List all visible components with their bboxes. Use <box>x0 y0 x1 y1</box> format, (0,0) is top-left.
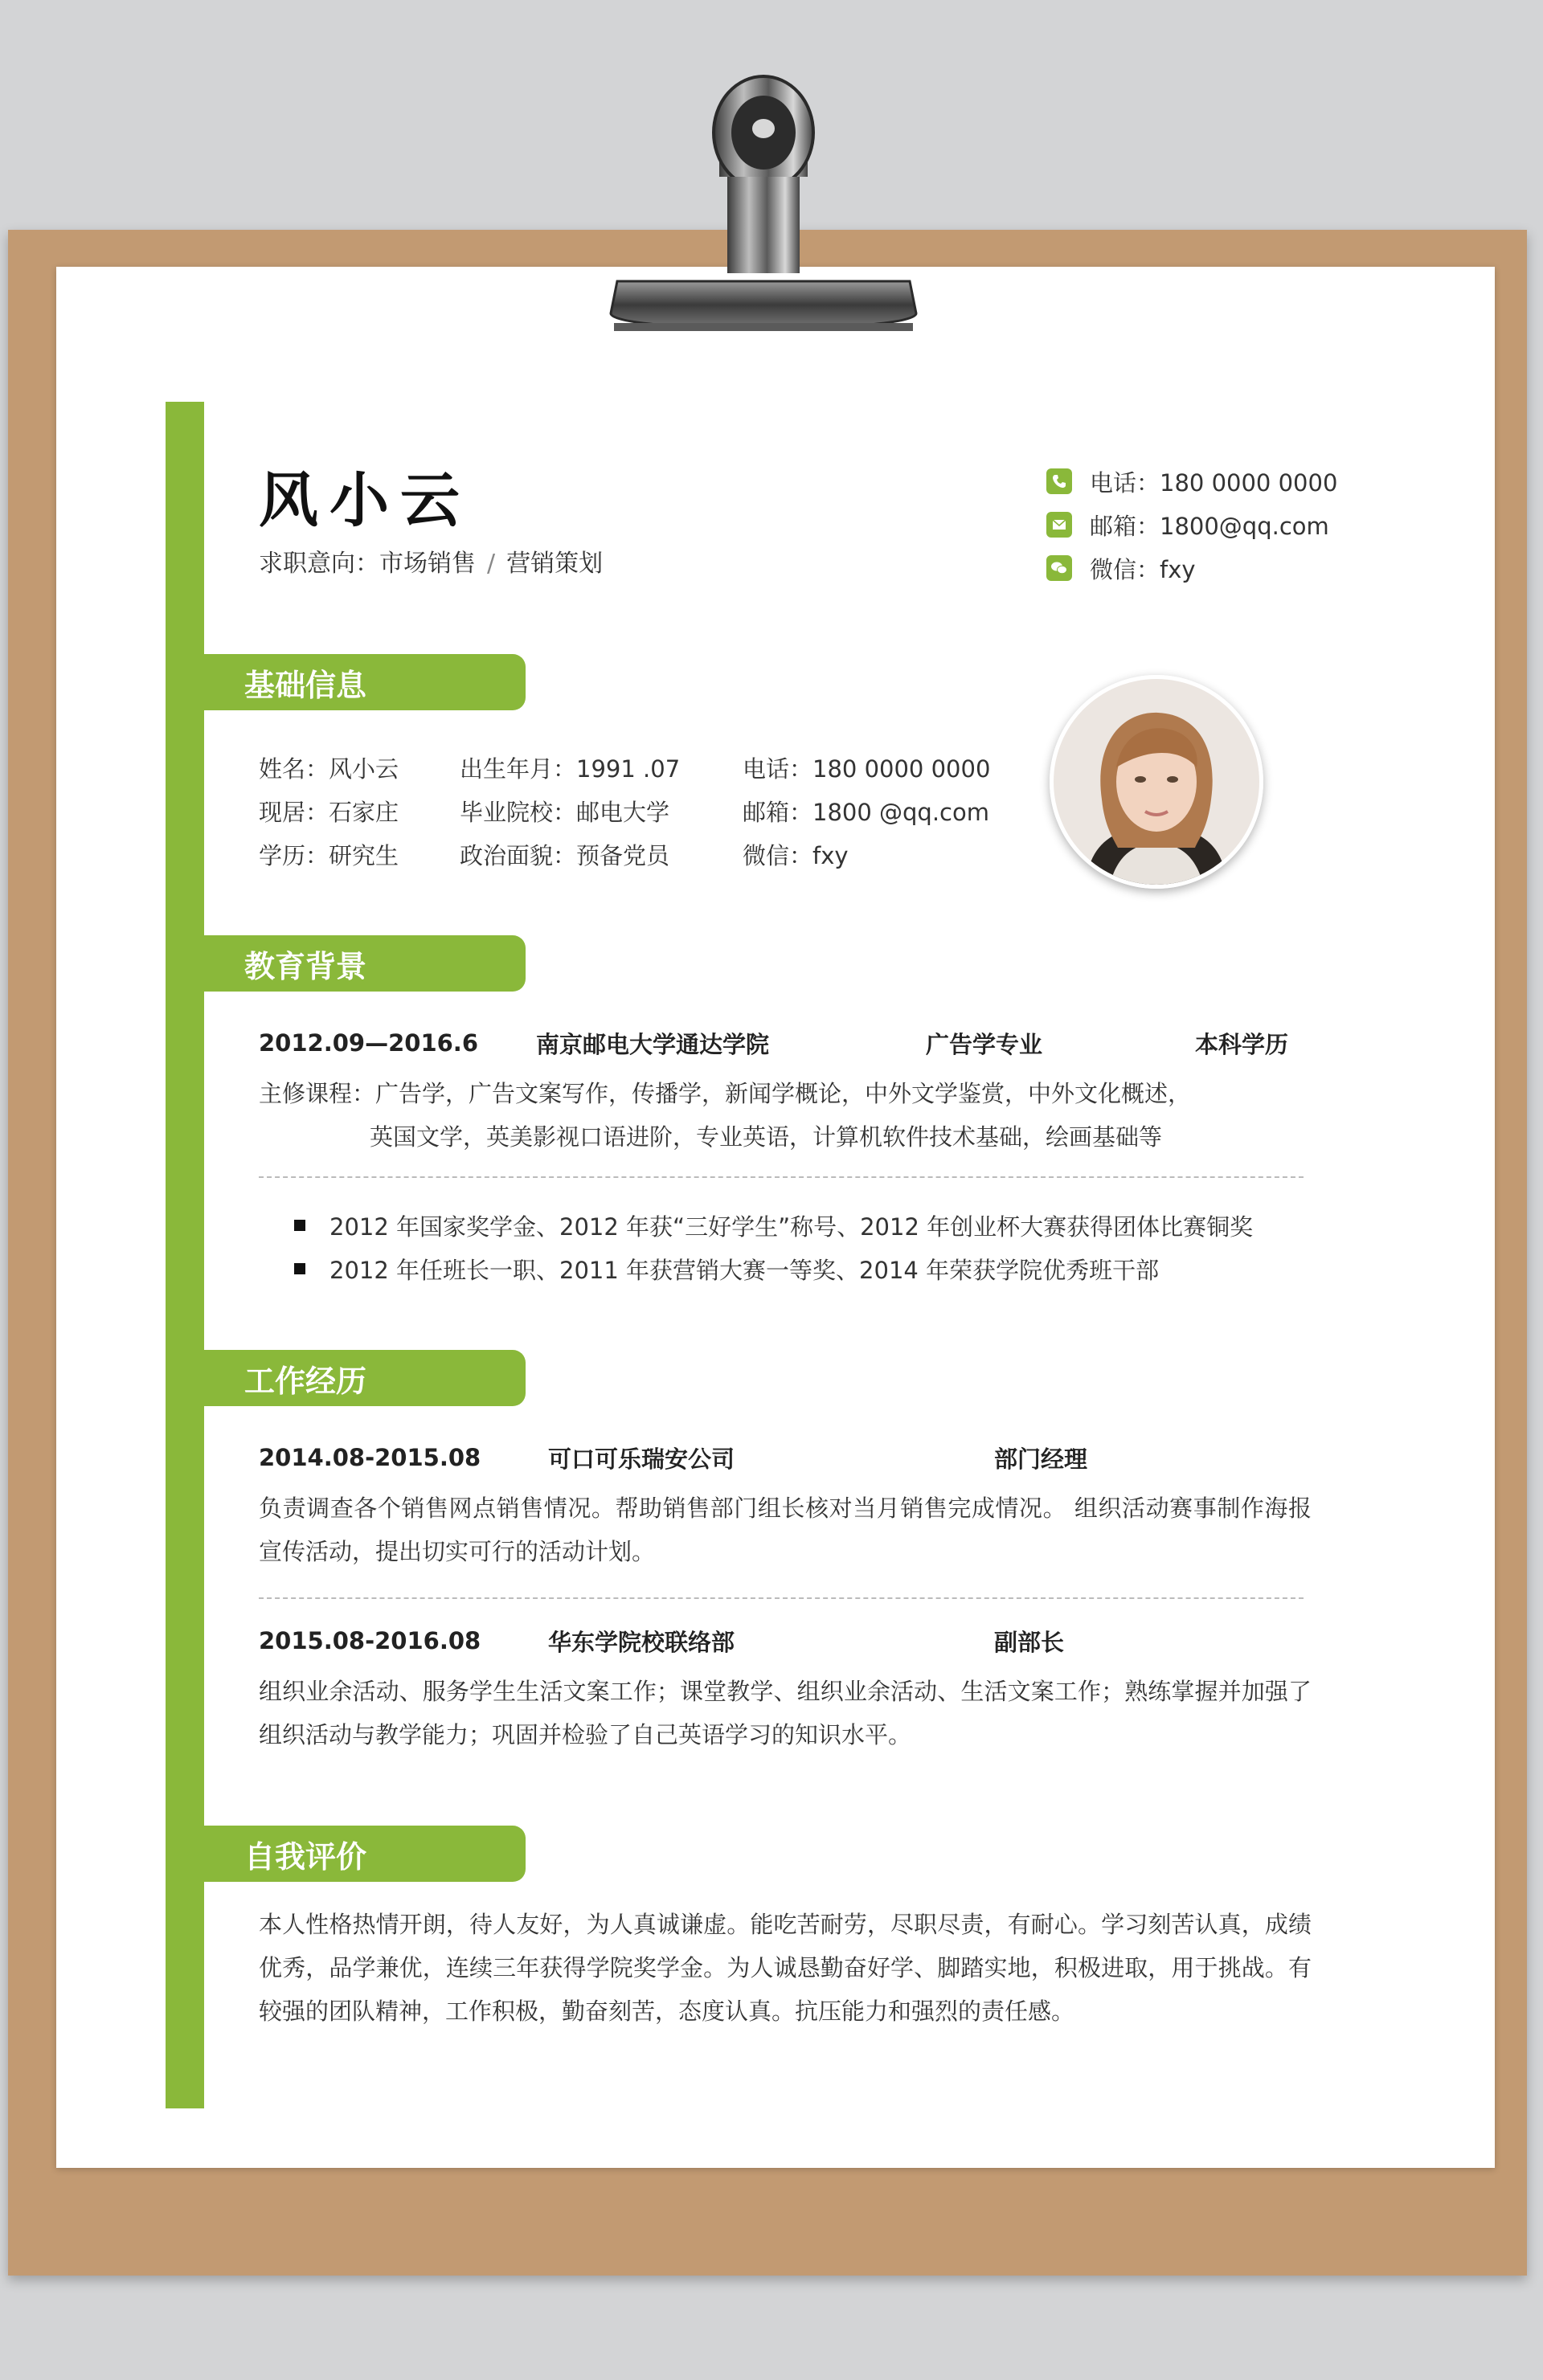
info-email: 邮箱：1800 @qq.com <box>743 798 989 826</box>
wechat-icon <box>1046 555 1072 581</box>
job-intent-role-2: 营销策划 <box>506 550 604 578</box>
divider <box>259 1597 1304 1599</box>
contact-wechat <box>1046 546 1337 590</box>
job-title: 副部长 <box>994 1628 1065 1656</box>
job-title: 部门经理 <box>994 1445 1088 1473</box>
job-summary <box>259 1621 1064 1660</box>
binder-clip <box>579 48 948 354</box>
contact-phone <box>1046 460 1337 503</box>
job-company: 可口可乐瑞安公司 <box>548 1445 735 1473</box>
contact-email <box>1046 503 1337 546</box>
courses-line-1: 主修课程：广告学，广告文案写作，传播学，新闻学概论，中外文学鉴赏，中外文化概述， <box>259 1080 1192 1107</box>
basic-info-row <box>259 832 990 876</box>
self-evaluation-text: 本人性格热情开朗，待人友好，为人真诚谦虚。能吃苦耐劳，尽职尽责，有耐心。学习刻苦认真，成绩优秀，品学兼优，连续三年获得学院奖学金。为人诚恳勤奋好学、脚踏实地，积极进取，用于挑战。有较强的团队精神，工作积极，勤奋刻苦，态度认真。抗压能力和强烈的责任感。 <box>259 1911 1312 2025</box>
education-period: 2012.09—2016.6 <box>259 1029 478 1057</box>
phone-icon <box>1046 468 1072 494</box>
job-intent <box>259 543 603 579</box>
courses-line-2: 英国文学，英美影视口语进阶，专业英语，计算机软件技术基础，绘画基础等 <box>370 1123 1163 1151</box>
list-item <box>294 1204 1253 1247</box>
bullet-icon <box>294 1220 305 1231</box>
education-courses <box>259 1072 1191 1159</box>
contact-phone-text: 电话：180 0000 0000 <box>1090 468 1338 497</box>
candidate-name: 风小云 <box>259 466 471 535</box>
basic-info-grid <box>259 746 990 876</box>
info-wechat: 微信：fxy <box>743 841 849 869</box>
contact-email-text: 邮箱：1800@qq.com <box>1090 512 1329 540</box>
profile-photo <box>1050 675 1263 889</box>
info-phone: 电话：180 0000 0000 <box>743 754 991 783</box>
job-description: 负责调查各个销售网点销售情况。帮助销售部门组长核对当月销售完成情况。 组织活动赛事制作海报宣传活动，提出切实可行的活动计划。 <box>259 1495 1312 1565</box>
bullet-icon <box>294 1263 305 1274</box>
list-item <box>294 1247 1253 1290</box>
job-intent-separator: / <box>487 550 496 578</box>
section-education: 教育背景 <box>204 935 526 992</box>
education-major: 广告学专业 <box>926 1030 1043 1058</box>
basic-info-row <box>259 746 990 789</box>
mail-icon <box>1046 512 1072 538</box>
info-degree: 学历：研究生 <box>259 841 399 869</box>
job-intent-role-1: 市场销售 <box>379 550 476 578</box>
job-period: 2015.08-2016.08 <box>259 1627 481 1654</box>
section-work: 工作经历 <box>204 1350 526 1406</box>
info-political: 政治面貌：预备党员 <box>460 841 670 869</box>
job-description: 组织业余活动、服务学生生活文案工作；课堂教学、组织业余活动、生活文案工作；熟练掌握并加强了组织活动与教学能力；巩固并检验了自己英语学习的知识水平。 <box>259 1678 1312 1748</box>
contact-wechat-text: 微信：fxy <box>1090 555 1196 583</box>
info-school: 毕业院校：邮电大学 <box>460 798 670 826</box>
divider <box>259 1176 1304 1178</box>
award-text: 2012 年任班长一职、2011 年获营销大赛一等奖、2014 年荣获学院优秀班干部 <box>329 1256 1160 1284</box>
job-summary <box>259 1438 1087 1477</box>
info-name: 姓名：风小云 <box>259 754 399 783</box>
info-residence: 现居：石家庄 <box>259 798 399 826</box>
job-company: 华东学院校联络部 <box>548 1628 735 1656</box>
resume-paper <box>56 267 1495 2168</box>
job-period: 2014.08-2015.08 <box>259 1444 481 1471</box>
accent-bar <box>166 402 204 2108</box>
education-degree: 本科学历 <box>1195 1030 1289 1058</box>
education-school: 南京邮电大学通达学院 <box>536 1030 770 1058</box>
contact-block <box>1046 460 1337 590</box>
basic-info-row <box>259 789 990 832</box>
award-text: 2012 年国家奖学金、2012 年获“三好学生”称号、2012 年创业杯大赛获得团体比赛铜奖 <box>329 1212 1254 1241</box>
job-intent-label: 求职意向： <box>259 550 379 578</box>
education-summary <box>259 1024 1336 1062</box>
info-birth: 出生年月：1991 .07 <box>460 754 681 783</box>
awards-list <box>294 1204 1253 1290</box>
section-basic-info: 基础信息 <box>204 654 526 710</box>
section-self-evaluation: 自我评价 <box>204 1826 526 1882</box>
